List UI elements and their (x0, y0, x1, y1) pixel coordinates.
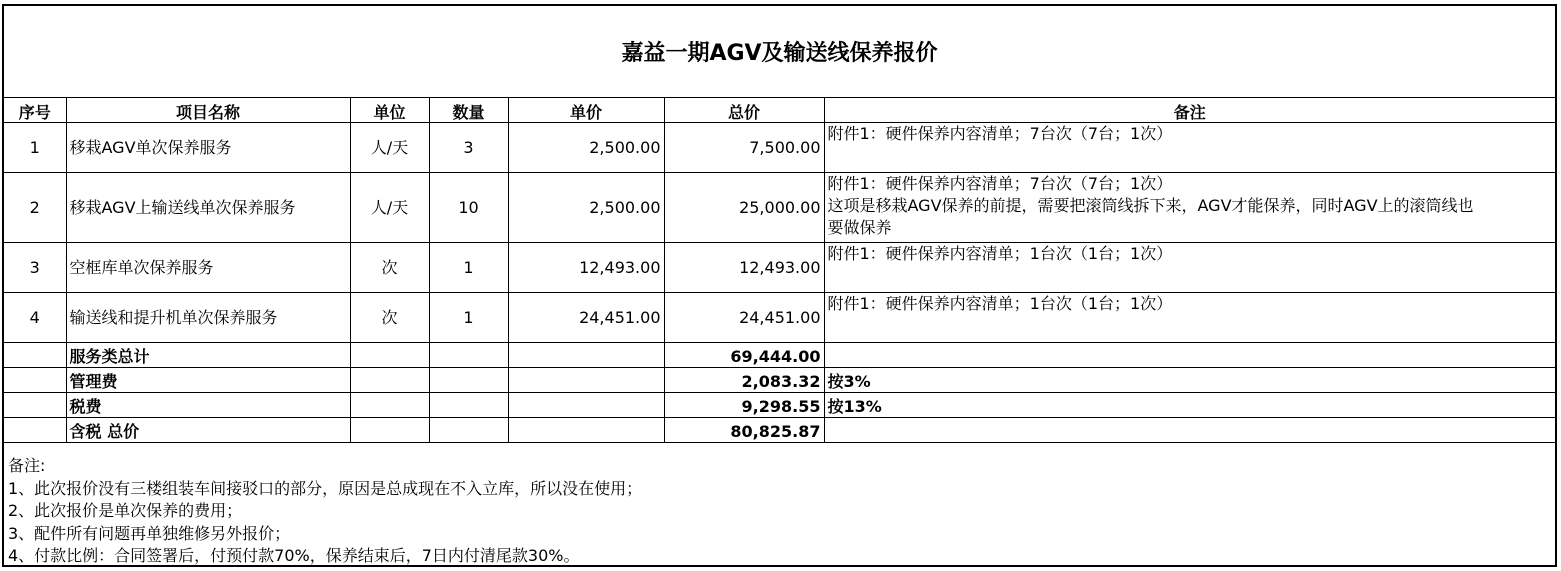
sheet-title: 嘉益一期AGV及输送线保养报价 (621, 41, 938, 66)
cell-seq[interactable]: 3 (4, 243, 66, 293)
summary-row-service-total (4, 343, 1555, 368)
cell-empty[interactable] (508, 393, 664, 418)
note-line: 附件1：硬件保养内容清单；7台次（7台；1次） (827, 124, 1173, 143)
cell-empty[interactable] (429, 418, 508, 443)
summary-total[interactable]: 80,825.87 (664, 418, 824, 443)
cell-unit[interactable]: 人/天 (350, 123, 429, 173)
table-row (4, 293, 1555, 343)
header-name[interactable]: 项目名称 (66, 98, 350, 123)
remarks-line: 1、此次报价没有三楼组装车间接驳口的部分，原因是总成现在不入立库，所以没在使用； (8, 478, 643, 498)
cell-seq[interactable]: 4 (4, 293, 66, 343)
cell-empty[interactable] (508, 368, 664, 393)
remarks-line: 4、付款比例：合同签署后，付预付款70%，保养结束后，7日内付清尾款30%。 (8, 546, 580, 565)
cell-empty[interactable] (4, 368, 66, 393)
remarks-line: 2、此次报价是单次保养的费用； (8, 501, 243, 520)
header-unit[interactable]: 单位 (350, 98, 429, 123)
table-row (4, 173, 1555, 243)
cell-empty[interactable] (350, 368, 429, 393)
summary-total[interactable]: 9,298.55 (664, 393, 824, 418)
summary-label[interactable]: 管理费 (66, 368, 350, 393)
cell-empty[interactable] (4, 343, 66, 368)
cell-qty[interactable]: 10 (429, 173, 508, 243)
note-line: 附件1：硬件保养内容清单；7台次（7台；1次） (827, 174, 1173, 193)
cell-empty[interactable] (350, 343, 429, 368)
table-row (4, 243, 1555, 293)
note-line: 要做保养 (827, 218, 892, 237)
cell-name[interactable]: 空框库单次保养服务 (66, 243, 350, 293)
cell-note[interactable] (824, 243, 1555, 293)
cell-qty[interactable]: 3 (429, 123, 508, 173)
summary-total[interactable]: 2,083.32 (664, 368, 824, 393)
header-seq[interactable]: 序号 (4, 98, 66, 123)
note-line: 附件1：硬件保养内容清单；1台次（1台；1次） (827, 244, 1173, 263)
remarks-block[interactable] (8, 455, 1555, 568)
header-total[interactable]: 总价 (664, 98, 824, 123)
title-cell[interactable] (4, 6, 1555, 98)
cell-empty[interactable] (4, 393, 66, 418)
summary-row-grand-total (4, 418, 1555, 443)
header-note[interactable]: 备注 (824, 98, 1555, 123)
cell-note[interactable] (824, 173, 1555, 243)
summary-row-tax (4, 393, 1555, 418)
table-row (4, 123, 1555, 173)
cell-total[interactable]: 25,000.00 (664, 173, 824, 243)
cell-total[interactable]: 12,493.00 (664, 243, 824, 293)
cell-seq[interactable]: 2 (4, 173, 66, 243)
remarks-heading: 备注: (8, 456, 46, 475)
summary-label[interactable]: 服务类总计 (66, 343, 350, 368)
cell-empty[interactable] (508, 343, 664, 368)
cell-price[interactable]: 24,451.00 (508, 293, 664, 343)
summary-note[interactable] (824, 343, 1555, 368)
cell-note[interactable] (824, 293, 1555, 343)
remarks-line: 3、配件所有问题再单独维修另外报价； (8, 523, 291, 543)
cell-seq[interactable]: 1 (4, 123, 66, 173)
note-line: 附件1：硬件保养内容清单；1台次（1台；1次） (827, 294, 1173, 313)
quotation-table (4, 97, 1555, 443)
cell-unit[interactable]: 次 (350, 293, 429, 343)
summary-note[interactable]: 按3% (824, 368, 1555, 393)
summary-total[interactable]: 69,444.00 (664, 343, 824, 368)
cell-qty[interactable]: 1 (429, 293, 508, 343)
cell-total[interactable]: 7,500.00 (664, 123, 824, 173)
summary-note[interactable]: 按13% (824, 393, 1555, 418)
cell-unit[interactable]: 人/天 (350, 173, 429, 243)
quotation-sheet (2, 4, 1557, 567)
cell-name[interactable]: 输送线和提升机单次保养服务 (66, 293, 350, 343)
summary-row-management-fee (4, 368, 1555, 393)
cell-empty[interactable] (508, 418, 664, 443)
cell-empty[interactable] (4, 418, 66, 443)
cell-note[interactable] (824, 123, 1555, 173)
cell-empty[interactable] (429, 343, 508, 368)
cell-name[interactable]: 移栽AGV单次保养服务 (66, 123, 350, 173)
cell-empty[interactable] (350, 393, 429, 418)
cell-empty[interactable] (350, 418, 429, 443)
cell-name[interactable]: 移栽AGV上输送线单次保养服务 (66, 173, 350, 243)
header-qty[interactable]: 数量 (429, 98, 508, 123)
header-price[interactable]: 单价 (508, 98, 664, 123)
header-row (4, 98, 1555, 123)
cell-price[interactable]: 2,500.00 (508, 123, 664, 173)
cell-price[interactable]: 2,500.00 (508, 173, 664, 243)
summary-note[interactable] (824, 418, 1555, 443)
summary-label[interactable]: 含税 总价 (66, 418, 350, 443)
cell-unit[interactable]: 次 (350, 243, 429, 293)
cell-total[interactable]: 24,451.00 (664, 293, 824, 343)
cell-empty[interactable] (429, 368, 508, 393)
summary-label[interactable]: 税费 (66, 393, 350, 418)
note-line: 这项是移栽AGV保养的前提，需要把滚筒线拆下来，AGV才能保养，同时AGV上的滚筒线也 (827, 196, 1474, 215)
cell-price[interactable]: 12,493.00 (508, 243, 664, 293)
cell-empty[interactable] (429, 393, 508, 418)
cell-qty[interactable]: 1 (429, 243, 508, 293)
